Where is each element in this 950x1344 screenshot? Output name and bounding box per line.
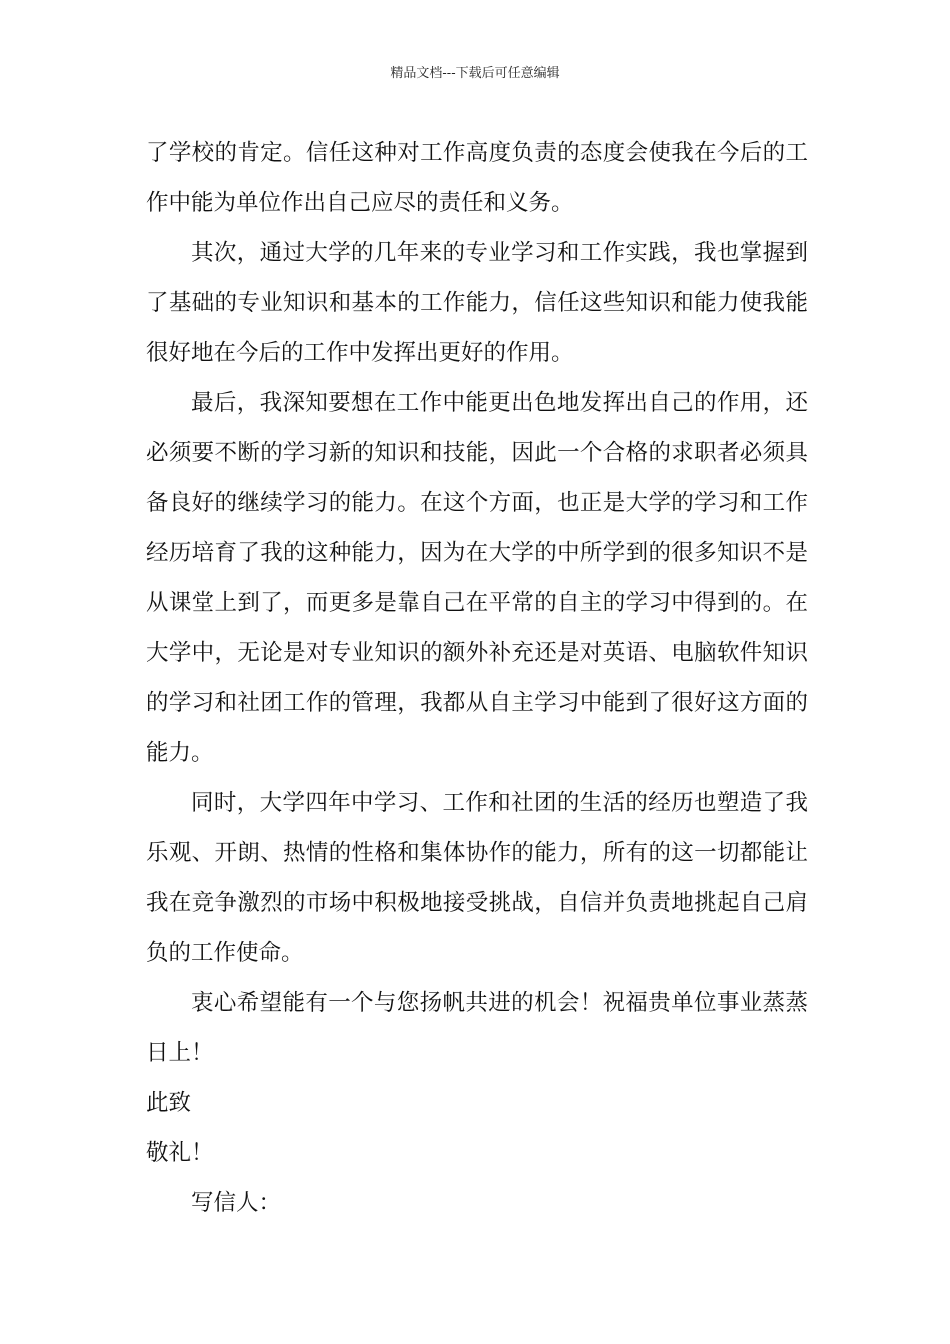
text-line: 经历培育了我的这种能力，因为在大学的中所学到的很多知识不是 xyxy=(146,540,808,566)
text-line: 写信人： xyxy=(191,1190,282,1216)
text-line: 同时，大学四年中学习、工作和社团的生活的经历也塑造了我 xyxy=(191,790,808,816)
text-line: 日上！ xyxy=(146,1040,214,1066)
text-line: 作中能为单位作出自己应尽的责任和义务。 xyxy=(146,190,574,216)
text-line: 此致 xyxy=(146,1090,192,1116)
text-line: 最后，我深知要想在工作中能更出色地发挥出自己的作用，还 xyxy=(191,390,808,416)
text-line: 大学中，无论是对专业知识的额外补充还是对英语、电脑软件知识 xyxy=(146,640,808,666)
letter-body xyxy=(146,128,808,1228)
text-line: 负的工作使命。 xyxy=(146,940,304,966)
text-line: 了基础的专业知识和基本的工作能力，信任这些知识和能力使我能 xyxy=(146,290,808,316)
text-line: 其次，通过大学的几年来的专业学习和工作实践，我也掌握到 xyxy=(191,240,808,266)
text-line: 敬礼！ xyxy=(146,1140,214,1166)
text-line: 备良好的继续学习的能力。在这个方面，也正是大学的学习和工作 xyxy=(146,490,808,516)
text-line: 从课堂上到了，而更多是靠自己在平常的自主的学习中得到的。在 xyxy=(146,590,808,616)
page-header: 精品文档---下载后可任意编辑 xyxy=(390,66,560,81)
text-line: 乐观、开朗、热情的性格和集体协作的能力，所有的这一切都能让 xyxy=(146,840,808,866)
text-line: 我在竞争激烈的市场中积极地接受挑战，自信并负责地挑起自己肩 xyxy=(146,890,808,916)
text-line: 能力。 xyxy=(146,740,214,766)
text-line: 衷心希望能有一个与您扬帆共进的机会！祝福贵单位事业蒸蒸 xyxy=(191,990,808,1016)
text-line: 必须要不断的学习新的知识和技能，因此一个合格的求职者必须具 xyxy=(146,440,808,466)
text-line: 很好地在今后的工作中发挥出更好的作用。 xyxy=(146,340,574,366)
text-line: 的学习和社团工作的管理，我都从自主学习中能到了很好这方面的 xyxy=(146,690,808,716)
text-line: 了学校的肯定。信任这种对工作高度负责的态度会使我在今后的工 xyxy=(146,140,808,166)
